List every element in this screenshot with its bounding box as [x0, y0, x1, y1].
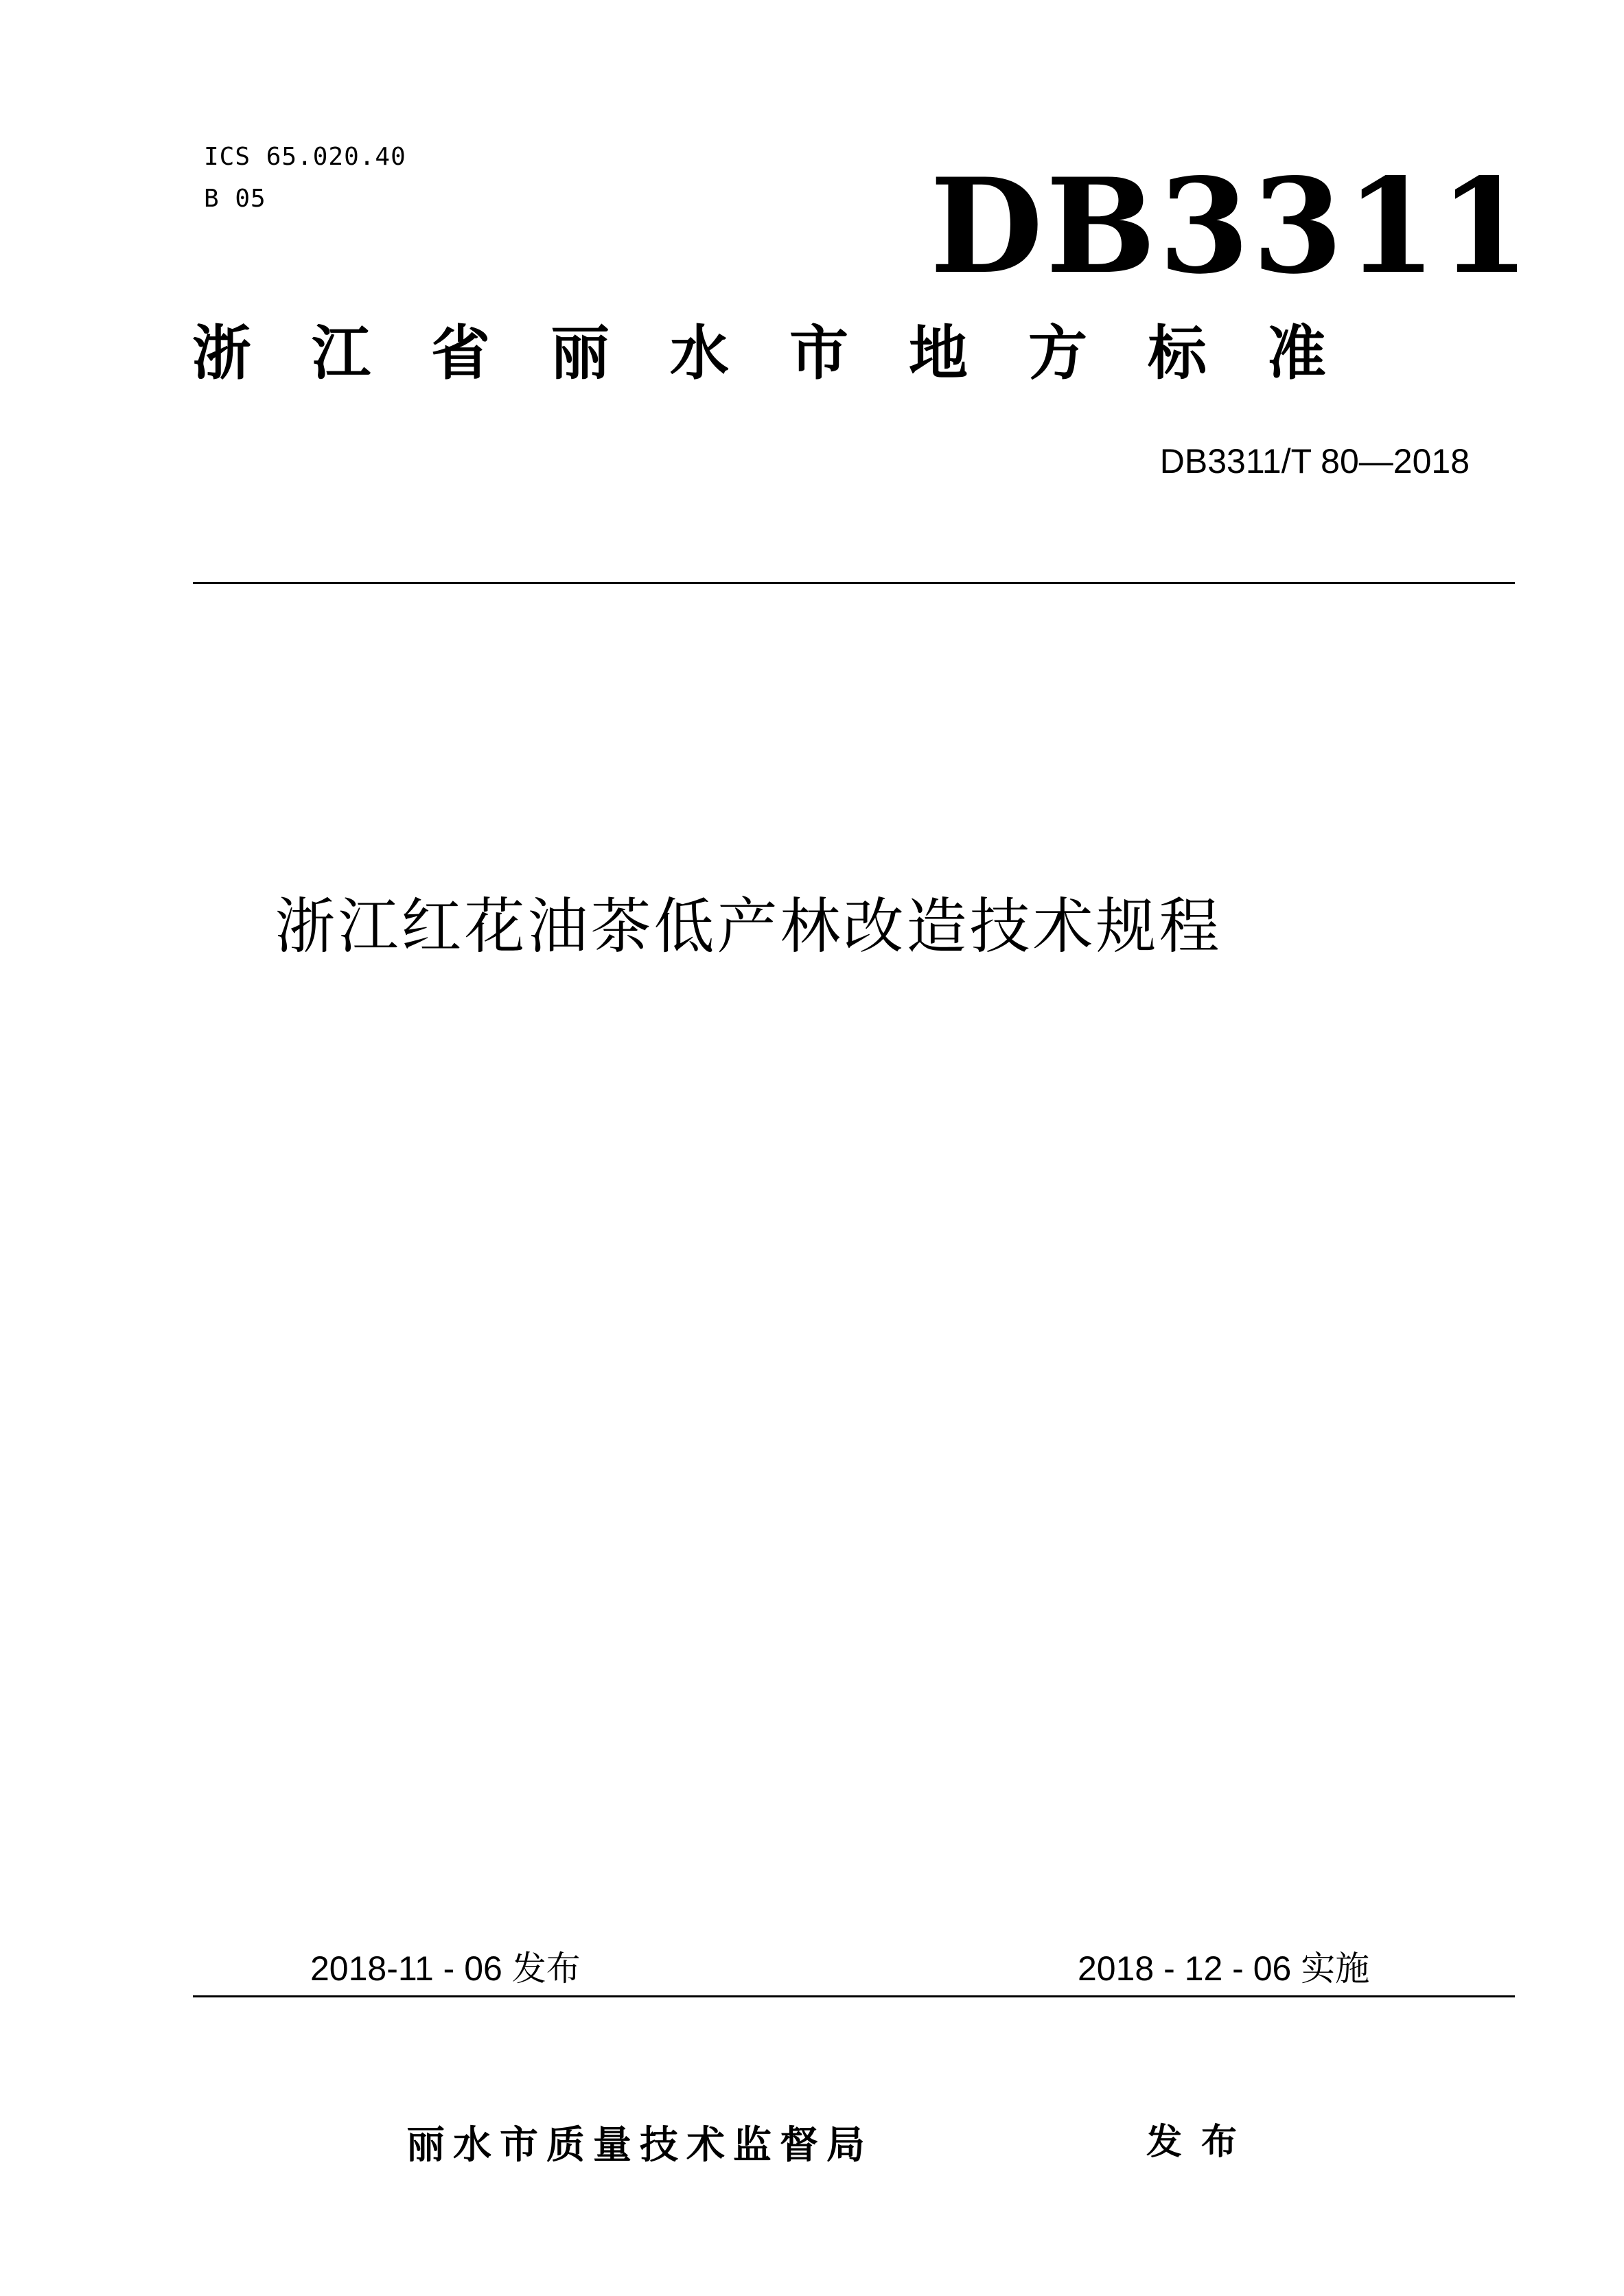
publish-date: 2018-11 - 06 发布 [310, 1949, 581, 1988]
ccs-code: B 05 [204, 185, 266, 213]
standard-level-title: 浙江省丽水市地方标准 [192, 319, 1387, 388]
bottom-divider [193, 1995, 1515, 1997]
top-divider [193, 582, 1515, 584]
standard-logo-code: DB3311 [929, 150, 1533, 303]
document-title: 浙江红花油茶低产林改造技术规程 [275, 891, 1222, 962]
issuing-authority: 丽水市质量技术监督局 [406, 2123, 873, 2168]
standard-number: DB3311/T 80—2018 [1159, 442, 1470, 480]
ics-code: ICS 65.020.40 [204, 143, 406, 171]
issue-label: 发布 [1146, 2122, 1257, 2163]
effective-date: 2018 - 12 - 06 实施 [1078, 1949, 1370, 1988]
document-title-container [0, 885, 1624, 968]
